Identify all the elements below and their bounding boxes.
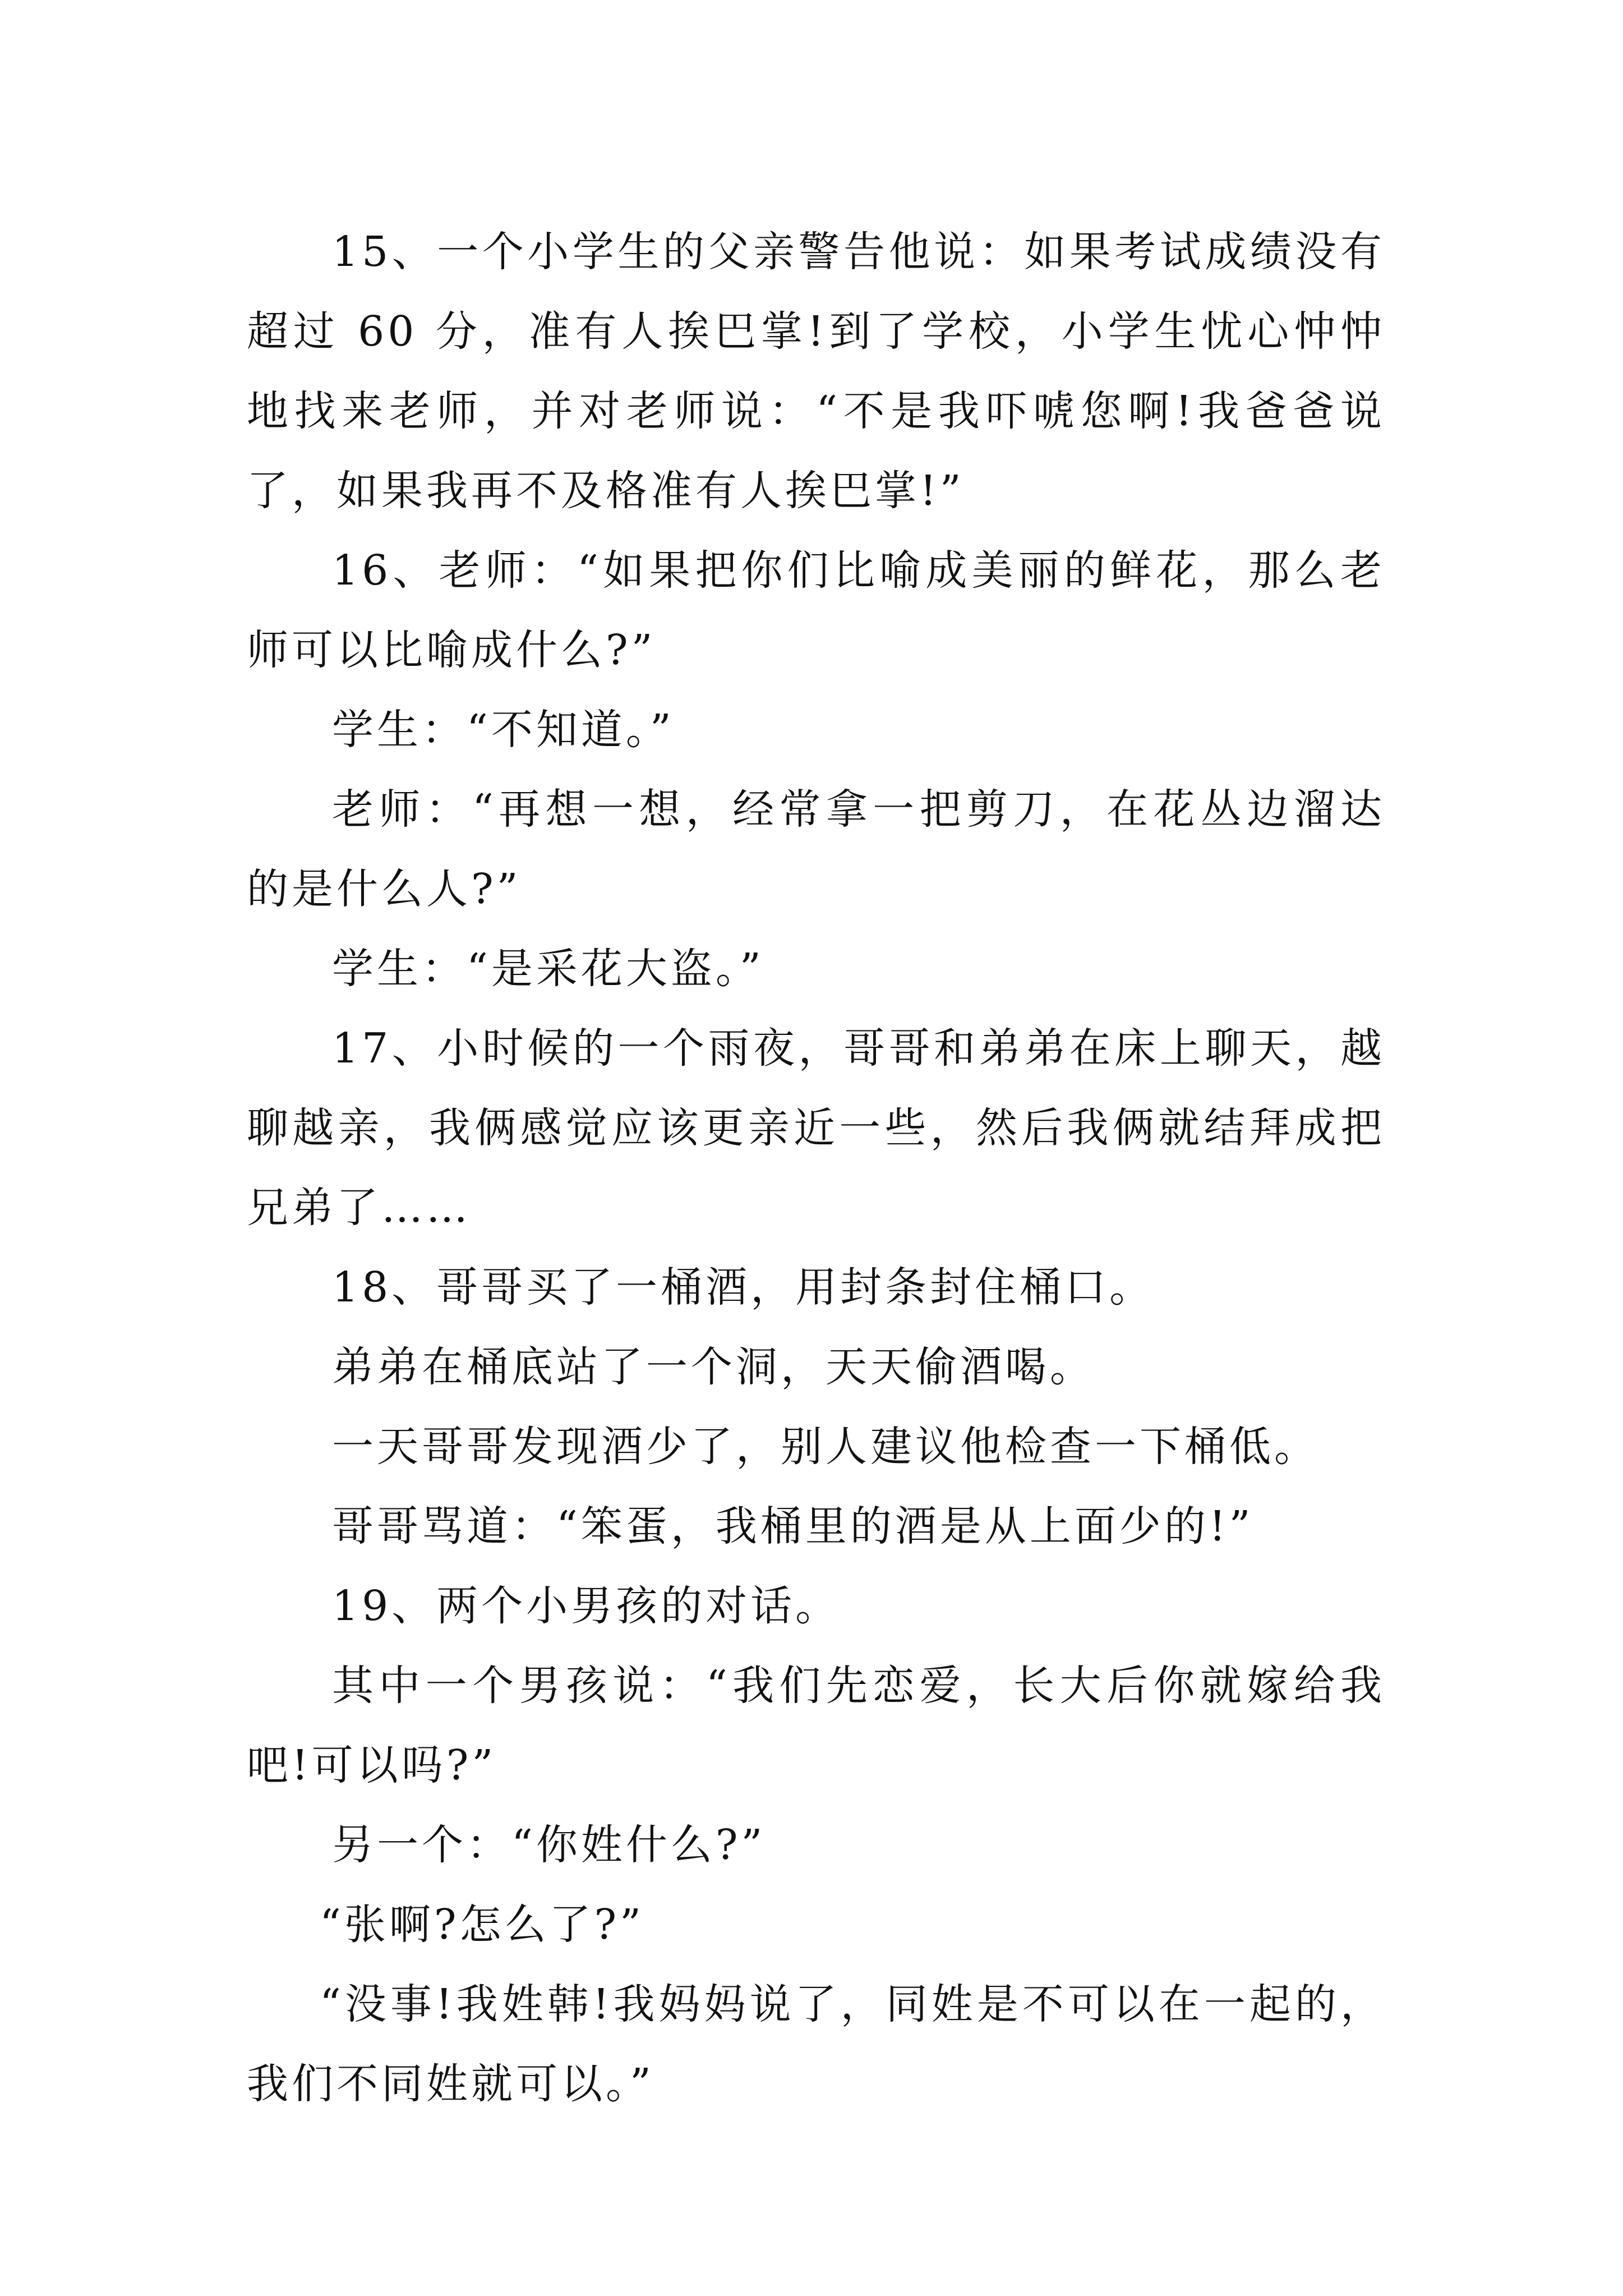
paragraph-teacher-hint: 老师：“再想一想，经常拿一把剪刀，在花丛边溜达的是什么人?” xyxy=(247,785,1385,913)
paragraph-joke-18-line-2: 弟弟在桶底站了一个洞，天天偷酒喝。 xyxy=(332,1343,1095,1391)
paragraph-student-reply-2: 学生：“是采花大盗。” xyxy=(332,945,764,993)
paragraph-joke-16: 16、老师：“如果把你们比喻成美丽的鲜花，那么老师可以比喻成什么?” xyxy=(247,546,1385,674)
paragraph-joke-15: 15、一个小学生的父亲警告他说：如果考试成绩没有超过 60 分，准有人挨巴掌!到了学校，小学生忧心忡忡地找来老师，并对老师说：“不是我吓唬您啊!我爸爸说了，如果我再不及格准有人挨巴掌!” xyxy=(247,228,1385,515)
paragraph-student-reply-1: 学生：“不知道。” xyxy=(332,706,675,754)
paragraph-joke-18-line-3: 一天哥哥发现酒少了，别人建议他检查一下桶低。 xyxy=(332,1423,1319,1471)
paragraph-joke-19-line-3: 另一个：“你姓什么?” xyxy=(332,1821,766,1869)
paragraph-joke-19-line-4: “张啊?怎么了?” xyxy=(320,1901,645,1949)
paragraph-joke-19: 19、两个小男孩的对话。 xyxy=(332,1582,841,1630)
paragraph-joke-18-punchline: 哥哥骂道：“笨蛋，我桶里的酒是从上面少的!” xyxy=(332,1502,1254,1550)
paragraph-joke-17: 17、小时候的一个雨夜，哥哥和弟弟在床上聊天，越聊越亲，我俩感觉应该更亲近一些，然后我俩就结拜成把兄弟了…… xyxy=(247,1024,1385,1232)
paragraph-joke-19-line-2: 其中一个男孩说：“我们先恋爱，长大后你就嫁给我吧!可以吗?” xyxy=(247,1662,1385,1789)
paragraph-joke-19-punchline: “没事!我姓韩!我妈妈说了，同姓是不可以在一起的，我们不同姓就可以。” xyxy=(247,1980,1385,2108)
document-body xyxy=(247,212,1385,2124)
paragraph-joke-18: 18、哥哥买了一桶酒，用封条封住桶口。 xyxy=(332,1263,1155,1312)
